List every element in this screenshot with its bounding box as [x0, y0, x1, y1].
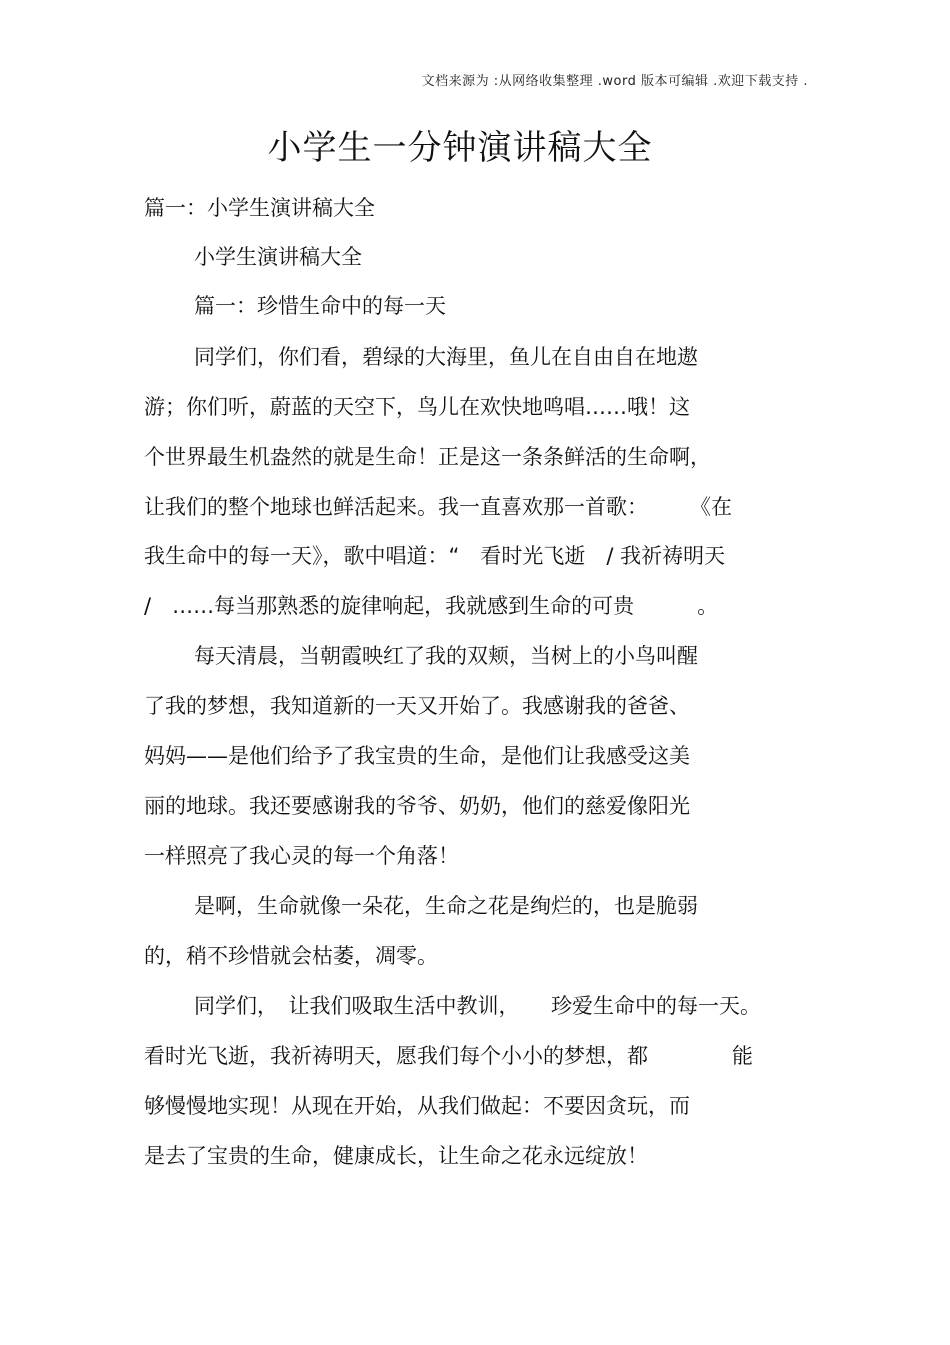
paragraph-line: 是啊，生命就像一朵花，生命之花是绚烂的，也是脆弱 — [194, 894, 698, 918]
paragraph-line: 妈妈——是他们给予了我宝贵的生命，是他们让我感受这美 — [144, 744, 690, 768]
paragraph-line: 个世界最生机盎然的就是生命！正是这一条条鲜活的生命啊， — [144, 445, 711, 469]
paragraph-line: 看时光飞逝，我祈祷明天，愿我们每个小小的梦想，都 能 — [144, 1044, 753, 1068]
subheading: 篇一：珍惜生命中的每一天 — [194, 294, 446, 318]
paragraph-line: 同学们， 让我们吸取生活中教训， 珍爱生命中的每一天。 — [194, 994, 761, 1018]
document-title: 小学生一分钟演讲稿大全 — [267, 128, 653, 168]
paragraph-line: 的，稍不珍惜就会枯萎，凋零。 — [144, 944, 438, 968]
paragraph-line: 丽的地球。我还要感谢我的爷爷、奶奶，他们的慈爱像阳光 — [144, 794, 690, 818]
header-note: 文档来源为 :从网络收集整理 .word 版本可编辑 .欢迎下载支持 . — [421, 74, 808, 89]
paragraph-line: 让我们的整个地球也鲜活起来。我一直喜欢那一首歌： 《在 — [144, 495, 732, 519]
section-heading: 篇一：小学生演讲稿大全 — [144, 196, 375, 220]
subheading: 小学生演讲稿大全 — [194, 245, 362, 269]
paragraph-line: 一样照亮了我心灵的每一个角落！ — [144, 844, 459, 868]
paragraph-line: 我生命中的每一天》，歌中唱道：“ 看时光飞逝 / 我祈祷明天 — [144, 544, 726, 568]
paragraph-line: / ……每当那熟悉的旋律响起，我就感到生命的可贵 。 — [144, 594, 719, 618]
paragraph-line: 是去了宝贵的生命，健康成长，让生命之花永远绽放！ — [144, 1144, 648, 1168]
paragraph-line: 游；你们听，蔚蓝的天空下，鸟儿在欢快地鸣唱……哦！这 — [144, 395, 690, 419]
paragraph-line: 每天清晨，当朝霞映红了我的双颊，当树上的小鸟叫醒 — [194, 644, 698, 668]
paragraph-line: 同学们，你们看，碧绿的大海里，鱼儿在自由自在地遨 — [194, 345, 698, 369]
paragraph-line: 够慢慢地实现！从现在开始，从我们做起：不要因贪玩，而 — [144, 1094, 690, 1118]
paragraph-line: 了我的梦想，我知道新的一天又开始了。我感谢我的爸爸、 — [144, 694, 690, 718]
